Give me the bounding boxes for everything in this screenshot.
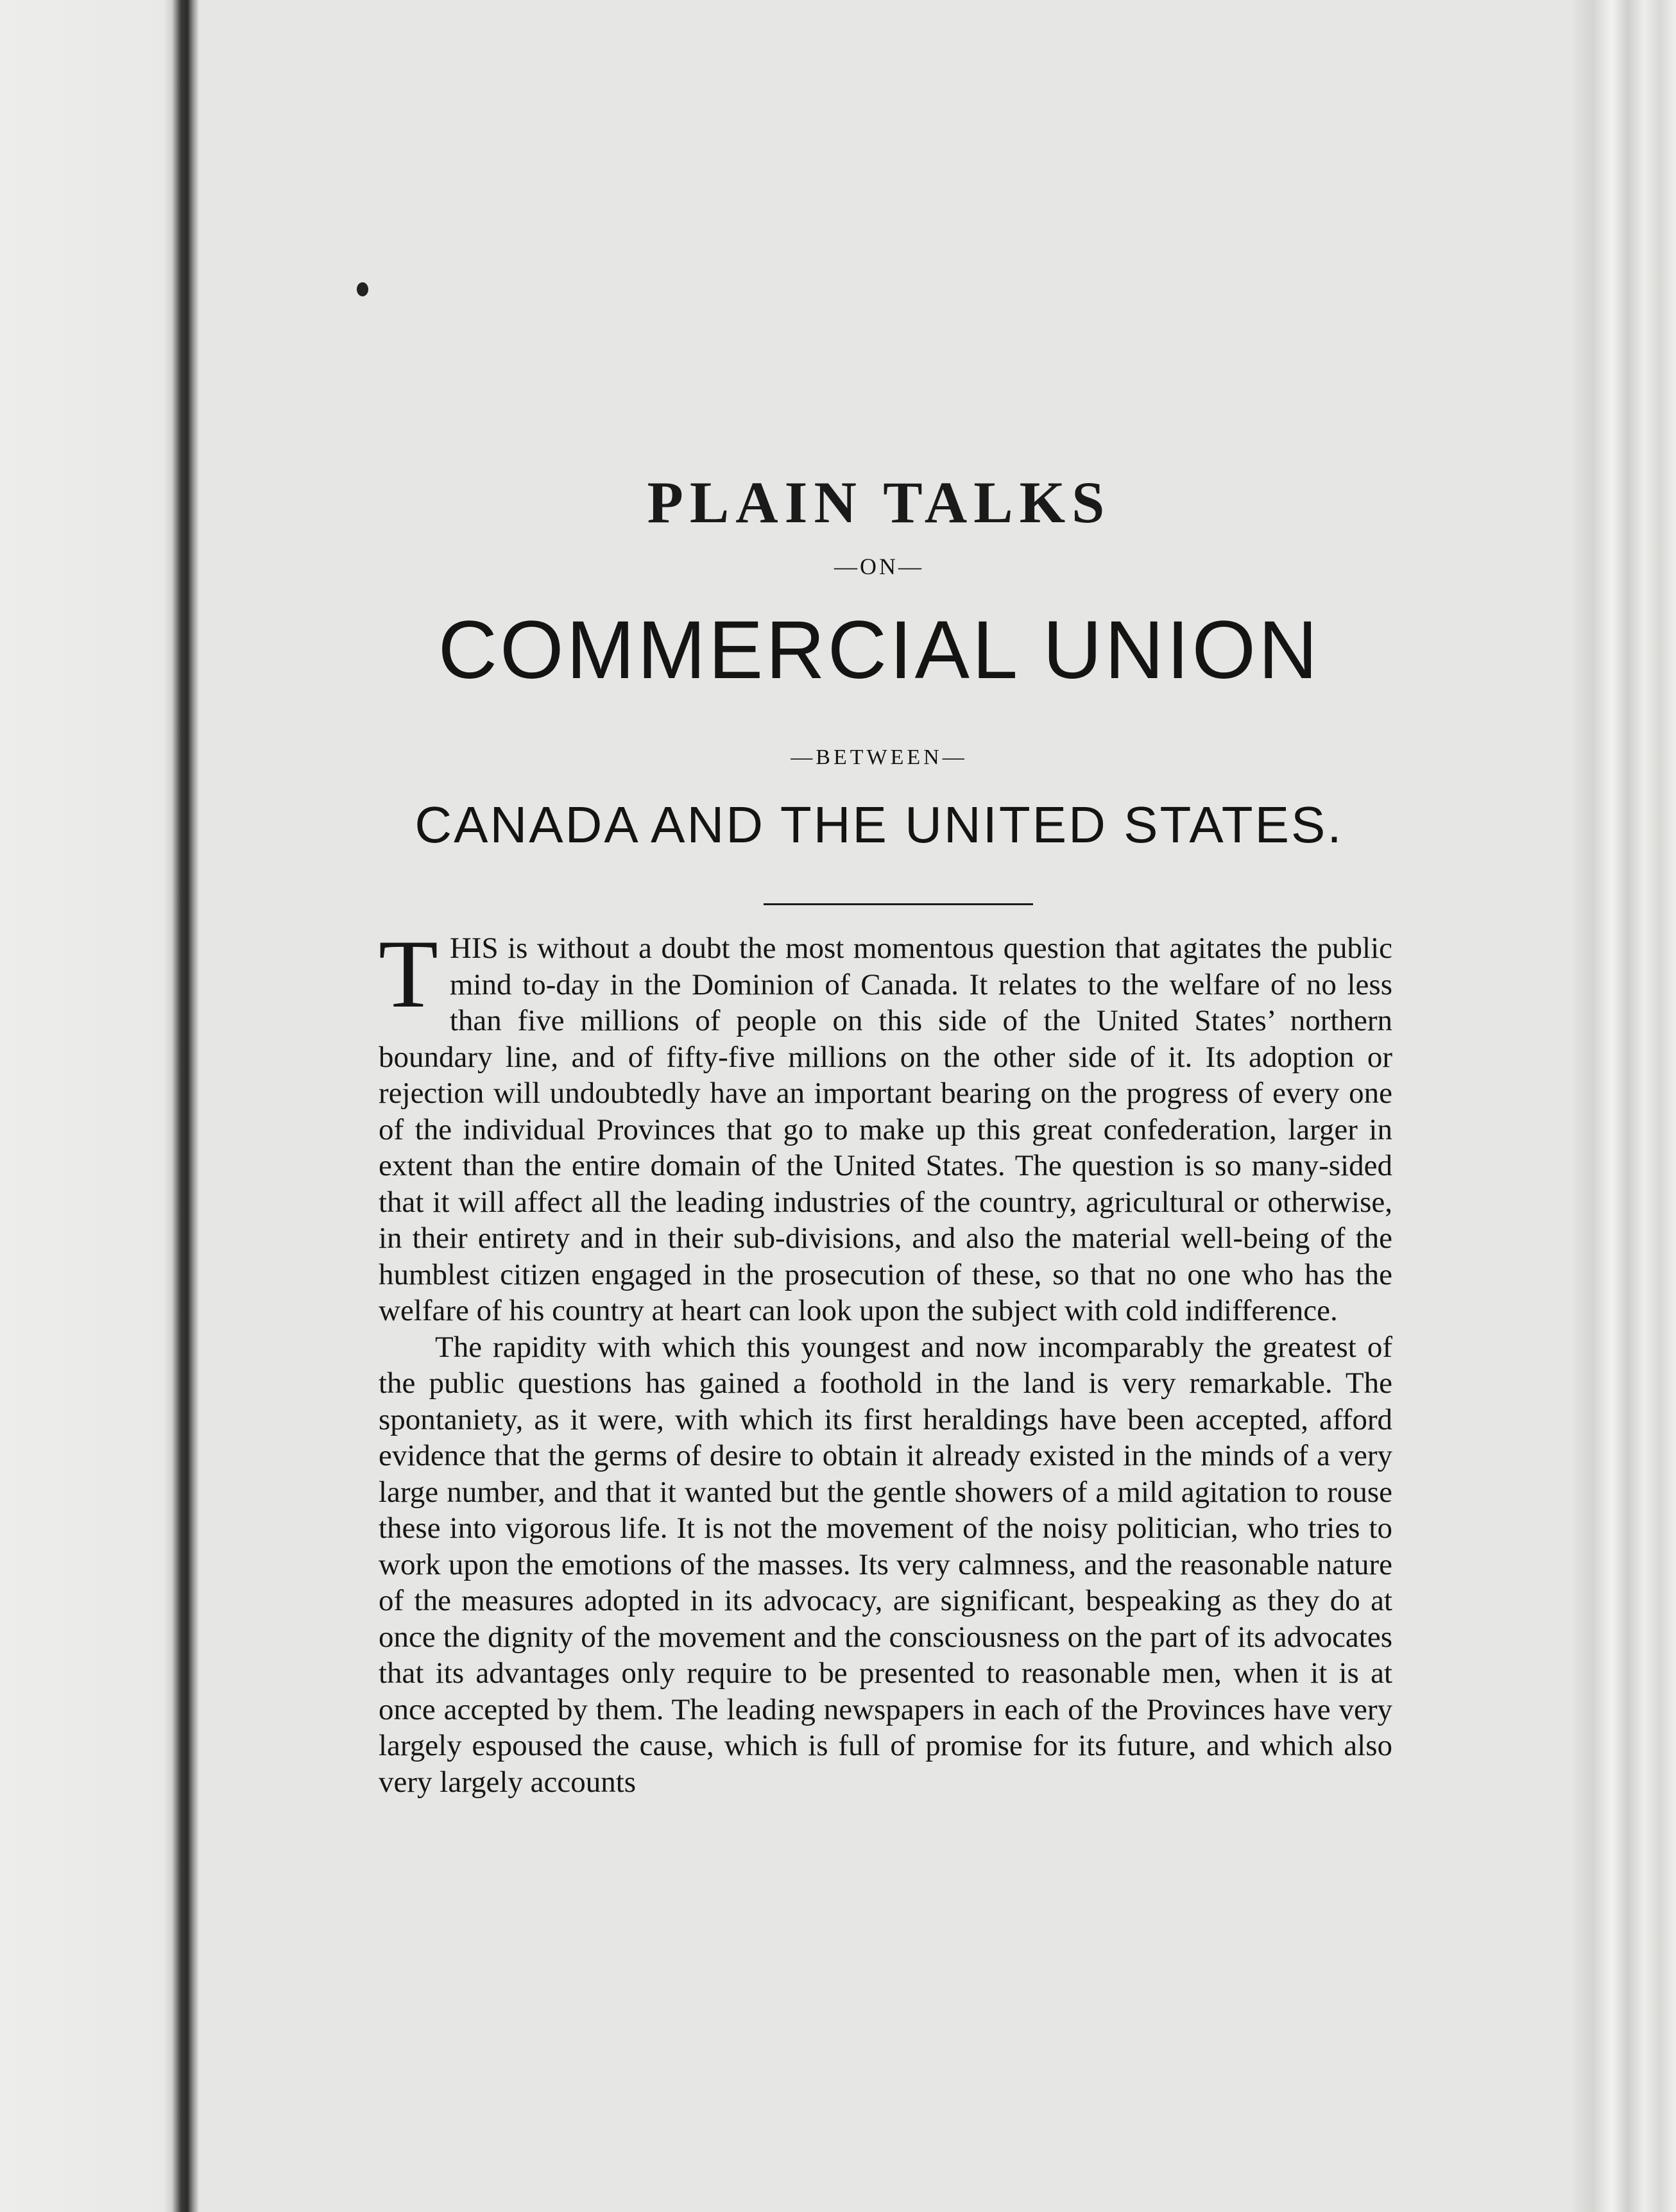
title-countries: CANADA AND THE UNITED STATES. xyxy=(415,796,1344,853)
paragraph-1 xyxy=(379,920,1392,1329)
drop-cap: T xyxy=(379,920,438,1028)
body-text xyxy=(379,920,1392,1800)
title-between: —BETWEEN— xyxy=(791,745,968,769)
title-plain-talks: PLAIN TALKS xyxy=(647,470,1111,535)
binding-shadow xyxy=(0,0,199,2212)
page-edge xyxy=(1573,0,1676,2212)
title-commercial-union: COMMERCIAL UNION xyxy=(438,604,1321,696)
page-content xyxy=(359,0,1399,2212)
title-rule xyxy=(764,903,1033,905)
paragraph-1-text: HIS is without a doubt the most momentous question that agitates the public mind to-day in the Dominion of Canada. It relates to the welfare of no less than five millions of people on this side of the United States’ northern boundary line, and of fifty-five millions on the other side of it. Its adoption or rejection will undoubtedly have an important bearing on the progress of every one of the individual Provinces that go to make up this great confederation, larger in extent than the entire domain of the United States. The question is so many-sided that it will affect all the leading industries of the country, agricultural or otherwise, in their entirety and in their sub-divisions, and also the material well-being of the humblest citizen engaged in the prosecution of these, so that no one who has the welfare of his country at heart can look upon the subject with cold indifference. xyxy=(379,932,1392,1327)
paragraph-2: The rapidity with which this youngest and now incomparably the greatest of the public questions has gained a foothold in the land is very remarkable. The spontaniety, as it were, with which its first heraldings have been accepted, afford evidence that the germs of desire to obtain it already existed in the minds of a very large number, and that it wanted but the gentle showers of a mild agitation to rouse these into vigorous life. It is not the movement of the noisy politician, who tries to work upon the emotions of the masses. Its very calmness, and the reasonable nature of the measures adopted in its advocacy, are significant, bespeaking as they do at once the dignity of the movement and the consciousness on the part of its advocates that its advantages only require to be presented to reasonable men, when it is at once accepted by them. The leading newspapers in each of the Provinces have very largely espoused the cause, which is full of promise for its future, and which also very largely accounts xyxy=(379,1330,1392,1799)
title-on: —ON— xyxy=(834,554,924,579)
